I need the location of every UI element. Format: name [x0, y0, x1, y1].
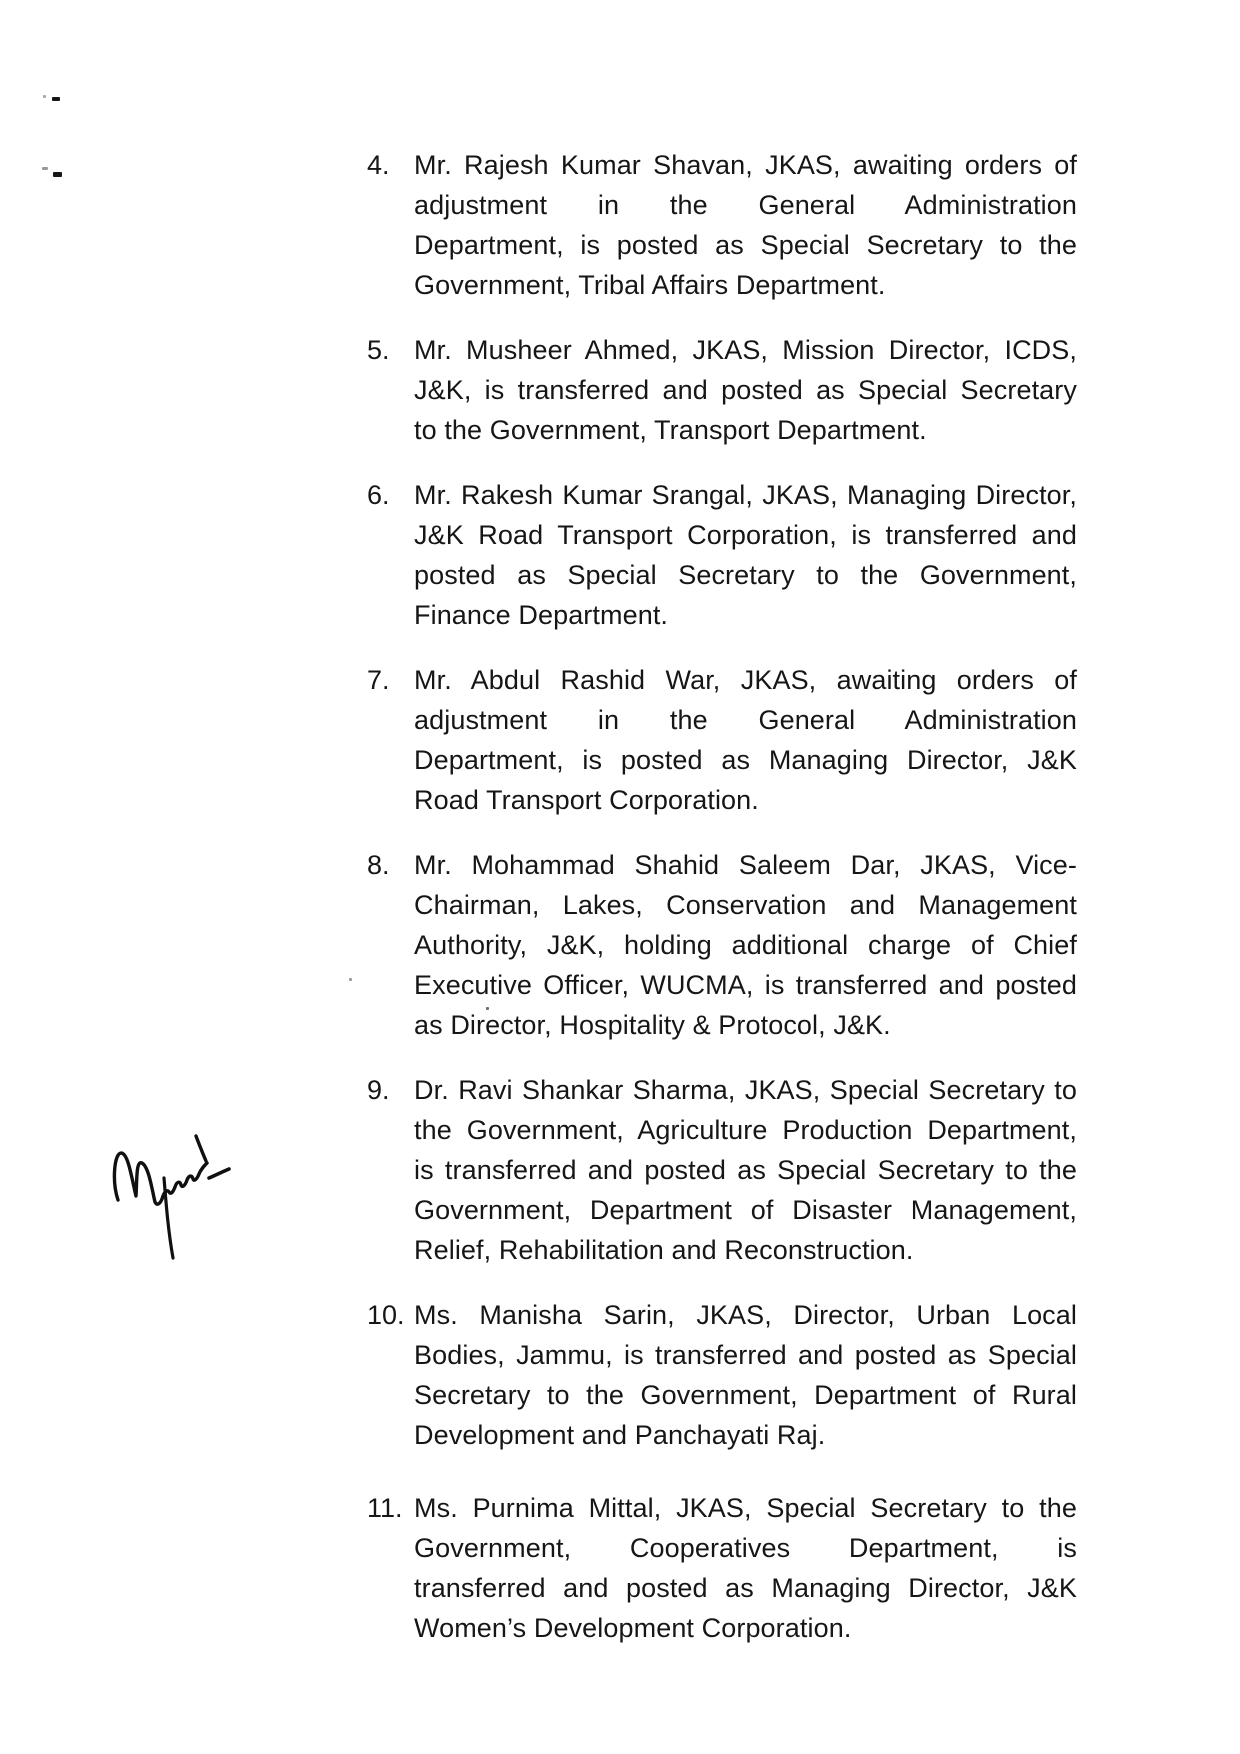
text-line: J&K, is transferred and posted as Special Secretary	[414, 375, 1077, 405]
list-item	[367, 1488, 1079, 1648]
scan-speck	[42, 167, 48, 170]
item-number: 6.	[367, 480, 390, 510]
text-line: Development and Panchayati Raj.	[414, 1420, 826, 1450]
text-line: adjustment in the General Administration	[414, 190, 1077, 220]
scan-speck	[349, 978, 352, 981]
item-number: 8.	[367, 850, 390, 880]
text-line: Mr. Musheer Ahmed, JKAS, Mission Director, ICDS,	[414, 335, 1077, 365]
list-item	[367, 1070, 1079, 1270]
text-line: Government, Cooperatives Department, is	[414, 1533, 1077, 1563]
text-line: Mr. Rajesh Kumar Shavan, JKAS, awaiting orders of	[414, 150, 1077, 180]
text-line: Dr. Ravi Shankar Sharma, JKAS, Special Secretary to	[414, 1075, 1077, 1105]
item-text	[414, 660, 1077, 820]
list-item	[367, 1295, 1079, 1455]
text-line: J&K Road Transport Corporation, is transferred and	[414, 520, 1077, 550]
text-line: Finance Department.	[414, 600, 669, 630]
text-line: Authority, J&K, holding additional charge of Chief	[414, 930, 1077, 960]
text-line: Bodies, Jammu, is transferred and posted as Special	[414, 1340, 1077, 1370]
text-line: Department, is posted as Special Secretary to the	[414, 230, 1077, 260]
item-number: 5.	[367, 335, 390, 365]
text-line: Mr. Abdul Rashid War, JKAS, awaiting orders of	[414, 665, 1077, 695]
item-text	[414, 1488, 1077, 1648]
text-line: Executive Officer, WUCMA, is transferred and posted	[414, 970, 1077, 1000]
text-line: is transferred and posted as Special Secretary to the	[414, 1155, 1077, 1185]
text-line: to the Government, Transport Department.	[414, 415, 927, 445]
item-number: 4.	[367, 150, 390, 180]
item-text	[414, 475, 1077, 635]
text-line: Relief, Rehabilitation and Reconstruction.	[414, 1235, 914, 1265]
signature-icon	[110, 1130, 235, 1260]
handwritten-signature	[110, 1130, 235, 1260]
item-text	[414, 145, 1077, 305]
list-item	[367, 330, 1079, 450]
scan-speck	[53, 172, 62, 177]
list-item	[367, 475, 1079, 635]
text-line: Department, is posted as Managing Director, J&K	[414, 745, 1077, 775]
item-number: 9.	[367, 1075, 390, 1105]
transfer-list	[367, 145, 1079, 1673]
text-line: transferred and posted as Managing Director, J&K	[414, 1573, 1077, 1603]
text-line: Mr. Mohammad Shahid Saleem Dar, JKAS, Vice-	[414, 850, 1077, 880]
text-line: Ms. Purnima Mittal, JKAS, Special Secretary to the	[414, 1493, 1077, 1523]
text-line: Government, Tribal Affairs Department.	[414, 270, 886, 300]
text-line: as Director, Hospitality & Protocol, J&K.	[414, 1010, 891, 1040]
item-text	[414, 330, 1077, 450]
text-line: Secretary to the Government, Department of Rural	[414, 1380, 1077, 1410]
item-text	[414, 1070, 1077, 1270]
list-item	[367, 660, 1079, 820]
text-line: Chairman, Lakes, Conservation and Management	[414, 890, 1077, 920]
text-line: Ms. Manisha Sarin, JKAS, Director, Urban Local	[414, 1300, 1077, 1330]
text-line: Women’s Development Corporation.	[414, 1613, 852, 1643]
text-line: the Government, Agriculture Production Department,	[414, 1115, 1077, 1145]
item-number: 7.	[367, 665, 390, 695]
list-item	[367, 845, 1079, 1045]
text-line: Road Transport Corporation.	[414, 785, 759, 815]
text-line: Mr. Rakesh Kumar Srangal, JKAS, Managing Director,	[414, 480, 1077, 510]
scan-speck	[43, 95, 46, 98]
text-line: Government, Department of Disaster Management,	[414, 1195, 1077, 1225]
item-number: 10.	[367, 1300, 405, 1330]
scan-speck	[52, 97, 60, 101]
text-line: posted as Special Secretary to the Government,	[414, 560, 1077, 590]
item-text	[414, 1295, 1077, 1455]
item-text	[414, 845, 1077, 1045]
item-number: 11.	[367, 1493, 403, 1523]
list-item	[367, 145, 1079, 305]
text-line: adjustment in the General Administration	[414, 705, 1077, 735]
